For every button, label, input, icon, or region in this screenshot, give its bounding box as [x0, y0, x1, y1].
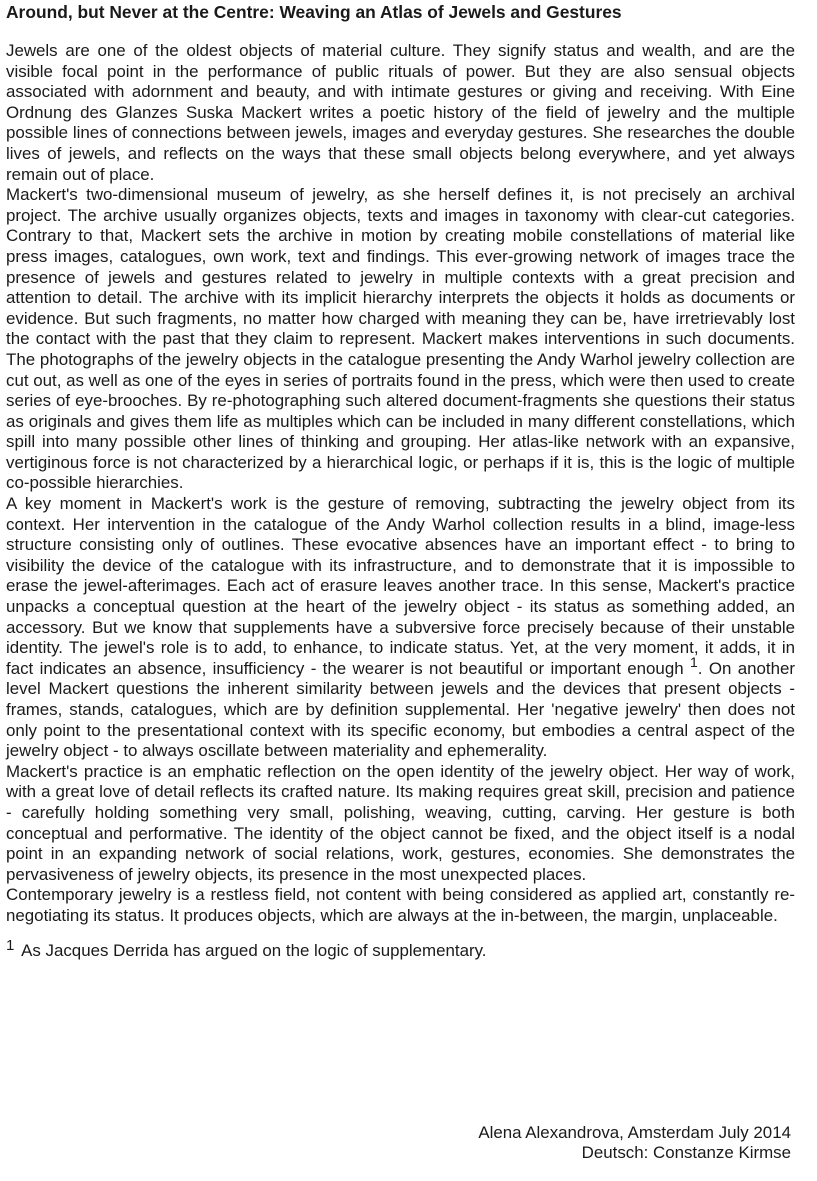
author-line: Alena Alexandrova, Amsterdam July 2014 — [478, 1123, 791, 1142]
footnote-number: 1 — [6, 936, 15, 954]
footnote — [6, 936, 795, 962]
paragraph-1: Jewels are one of the oldest objects of material culture. They signify status and wealth, and are the visible focal point in the performance of public rituals of power. But they are also sensual objects associated with adornment and beauty, and with intimate gestures or giving and receiving. With Eine Ordnung des Glanzes Suska Mackert writes a poetic history of the field of jewelry and the multiple possible lines of connections between jewels, images and everyday gestures. She researches the double lives of jewels, and reflects on the ways that these small objects belong everywhere, and yet always remain out of place. — [6, 41, 795, 184]
paragraph-3-part-1: A key moment in Mackert's work is the gesture of removing, subtracting the jewelry object from its context. Her intervention in the catalogue of the Andy Warhol collection results in a blind, image-less structure consisting only of outlines. These evocative absences have an important effect - to bring to visibility the device of the catalogue with its infrastructure, and to demonstrate that it is impossible to erase the jewel-afterimages. Each act of erasure leaves another trace. In this sense, Mackert's practice unpacks a conceptual question at the heart of the jewelry object - its status as something added, an accessory. But we know that supplements have a subversive force precisely because of their unstable identity. The jewel's role is to add, to enhance, to indicate status. Yet, at the very moment, it adds, it in fact indicates an absence, insufficiency - the wearer is not beautiful or important enough — [6, 494, 795, 678]
paragraph-3-part-2: . On another level Mackert questions the inherent similarity between jewels and the devices that present objects - frames, stands, catalogues, which are by definition supplemental. Her 'negative jewelry' then does not only point to the presentational context with its specific economy, but embodies a central aspect of the jewelry object - to always oscillate between materiality and ephemerality. — [6, 658, 795, 761]
article-body — [6, 41, 795, 927]
signature-block — [478, 1123, 791, 1162]
footnote-text: As Jacques Derrida has argued on the logic of supplementary. — [21, 940, 487, 960]
article-title: Around, but Never at the Centre: Weaving an Atlas of Jewels and Gestures — [6, 2, 622, 22]
paragraph-4: Mackert's practice is an emphatic reflection on the open identity of the jewelry object. Her way of work, with a great love of detail reflects its crafted nature. Its making requires great skill, precision and patience - carefully holding something very small, polishing, weaving, cutting, carving. Her gesture is both conceptual and performative. The identity of the object cannot be fixed, and the object itself is a nodal point in an expanding network of social relations, work, gestures, economies. She demonstrates the pervasiveness of jewelry objects, its presence in the most unexpected places. — [6, 761, 795, 884]
footnote-reference: 1 — [689, 653, 698, 670]
translation-line: Deutsch: Constanze Kirmse — [581, 1142, 791, 1162]
paragraph-2: Mackert's two-dimensional museum of jewelry, as she herself defines it, is not precisely an archival project. The archive usually organizes objects, texts and images in taxonomy with clear-cut categories. Contrary to that, Mackert sets the archive in motion by creating mobile constellations of material like press images, catalogues, own work, text and findings. This ever-growing network of images trace the presence of jewels and gestures related to jewelry in multiple contexts with a great precision and attention to detail. The archive with its implicit hierarchy interprets the objects it holds as documents or evidence. But such fragments, no matter how charged with meaning they can be, have irretrievably lost the contact with the past that they claim to represent. Mackert makes interventions in such documents. The photographs of the jewelry objects in the catalogue presenting the Andy Warhol jewelry collection are cut out, as well as one of the eyes in series of portraits found in the press, which were then used to create series of eye-brooches. By re-photographing such altered document-fragments she questions their status as originals and gives them life as multiples which can be included in many different constellations, which spill into many possible other lines of thinking and grouping. Her atlas-like network with an expansive, vertiginous force is not characterized by a hierarchical logic, or perhaps if it is, this is the logic of multiple co-possible hierarchies. — [6, 185, 795, 493]
paragraph-5: Contemporary jewelry is a restless field, not content with being considered as applied art, constantly re-negotiating its status. It produces objects, which are always at the in-between, the margin, unplaceable. — [6, 885, 795, 925]
paragraph-3 — [6, 494, 795, 762]
